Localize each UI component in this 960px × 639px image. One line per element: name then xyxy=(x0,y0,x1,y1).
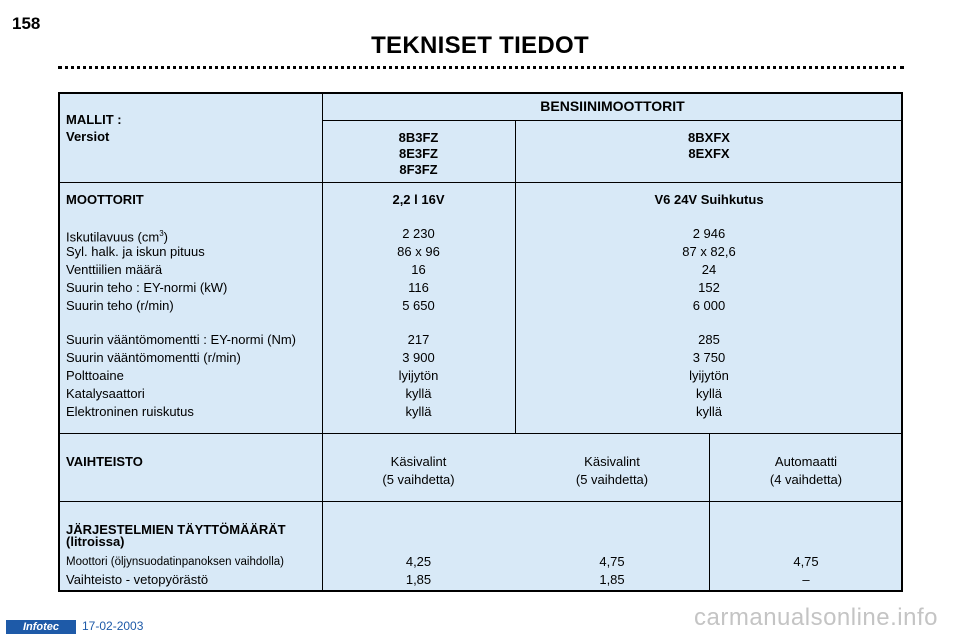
spec-value: 152 xyxy=(698,280,720,295)
spec-value: 87 x 82,6 xyxy=(682,244,736,259)
spec-table xyxy=(58,92,903,592)
capacity-value: 4,75 xyxy=(793,554,819,569)
gearbox-detail: (5 vaihdetta) xyxy=(575,472,649,487)
spec-value: 5 650 xyxy=(402,298,435,313)
spec-label: Elektroninen ruiskutus xyxy=(66,404,194,419)
spec-value: 2 946 xyxy=(692,226,726,241)
capacities-unit: (litroissa) xyxy=(66,534,125,549)
version-code: 8BXFX xyxy=(688,130,730,145)
capacity-value: 1,85 xyxy=(405,572,432,587)
spec-value: kyllä xyxy=(695,404,722,419)
spec-label: Venttiilien määrä xyxy=(66,262,163,277)
dotted-divider xyxy=(58,66,904,69)
spec-label: Suurin teho (r/min) xyxy=(66,298,174,313)
spec-value: 3 750 xyxy=(692,350,726,365)
capacity-value: – xyxy=(802,572,810,587)
table-divider xyxy=(322,120,903,121)
spec-label: Syl. halk. ja iskun pituus xyxy=(66,244,205,259)
spec-value: 3 900 xyxy=(402,350,435,365)
version-code: 8E3FZ xyxy=(398,146,438,161)
capacity-label: Moottori (öljynsuodatinpanoksen vaihdolla) xyxy=(66,556,284,568)
gearbox-detail: (5 vaihdetta) xyxy=(382,472,455,487)
spec-value: kyllä xyxy=(405,386,432,401)
versions-label: Versiot xyxy=(66,129,110,144)
spec-label: Katalysaattori xyxy=(66,386,145,401)
spec-value: kyllä xyxy=(695,386,722,401)
gearbox-detail: (4 vaihdetta) xyxy=(769,472,843,487)
spec-value: lyijytön xyxy=(689,368,729,383)
gearbox-label: VAIHTEISTO xyxy=(66,454,143,469)
spec-value: kyllä xyxy=(405,404,432,419)
version-code: 8B3FZ xyxy=(398,130,439,145)
engines-label: MOOTTORIT xyxy=(66,192,144,207)
spec-value: 6 000 xyxy=(692,298,726,313)
capacity-value: 4,25 xyxy=(405,554,432,569)
table-divider xyxy=(60,182,903,183)
engine-name: 2,2 l 16V xyxy=(392,192,445,207)
spec-value: 217 xyxy=(407,332,430,347)
spec-value: 86 x 96 xyxy=(397,244,440,259)
capacities-label: JÄRJESTELMIEN TÄYTTÖMÄÄRÄT xyxy=(66,522,286,537)
engine-family-header: BENSIINIMOOTTORIT xyxy=(540,98,685,114)
capacity-label: Vaihteisto - vetopyörästö xyxy=(66,572,209,587)
spec-value: 116 xyxy=(408,280,429,295)
gearbox-type: Automaatti xyxy=(774,454,838,469)
footer-date: 17-02-2003 xyxy=(82,619,144,633)
spec-label: Suurin vääntömomentti (r/min) xyxy=(66,350,241,365)
page-number: 158 xyxy=(12,14,41,33)
gearbox-type: Käsivalint xyxy=(390,454,447,469)
engine-name: V6 24V Suihkutus xyxy=(654,192,764,207)
version-code: 8EXFX xyxy=(688,146,730,161)
spec-value: 24 xyxy=(701,262,717,277)
spec-value: lyijytön xyxy=(398,368,439,383)
spec-label: Suurin teho : EY-normi (kW) xyxy=(66,280,228,295)
watermark: carmanualsonline.info xyxy=(694,604,938,631)
gearbox-type: Käsivalint xyxy=(584,454,640,469)
spec-value: 2 230 xyxy=(402,226,435,241)
capacity-value: 1,85 xyxy=(599,572,625,587)
spec-value: 16 xyxy=(411,262,426,277)
version-code: 8F3FZ xyxy=(399,162,438,177)
spec-value: 285 xyxy=(698,332,720,347)
table-divider xyxy=(60,501,903,502)
spec-label: Iskutilavuus $(cm^3)$ xyxy=(66,229,168,245)
table-divider xyxy=(60,433,903,434)
spec-label: Polttoaine xyxy=(66,368,124,383)
page-title: TEKNISET TIEDOT xyxy=(371,32,589,59)
infotec-logo: Infotec xyxy=(6,620,76,634)
models-label: MALLIT : xyxy=(66,112,122,127)
spec-label: Suurin vääntömomentti : EY-normi (Nm) xyxy=(66,332,296,347)
capacity-value: 4,75 xyxy=(599,554,625,569)
